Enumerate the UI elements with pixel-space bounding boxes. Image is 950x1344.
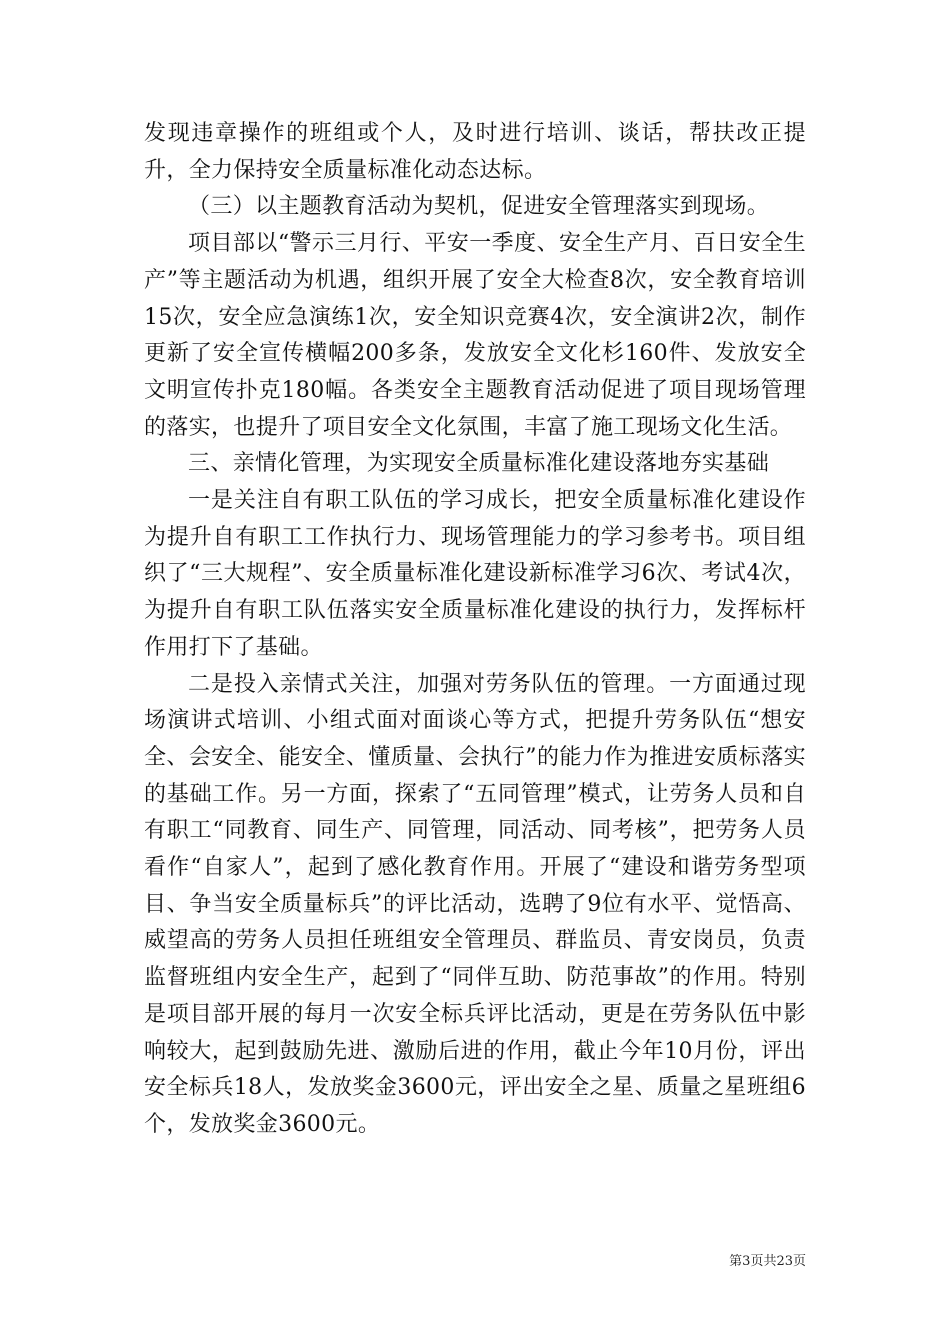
section-heading-3: （三）以主题教育活动为契机，促进安全管理落实到现场。: [188, 194, 770, 220]
paragraph-staff-learning: 一是关注自有职工队伍的学习成长，把安全质量标准化建设作为提升自有职工工作执行力、现场管理能力的学习参考书。项目组织了“三大规程”、安全质量标准化建设新标准学习6次、考试4次，为提升自有职工队伍落实安全质量标准化建设的执行力，发挥标杆作用打下了基础。: [144, 488, 806, 660]
paragraph-theme-activities: 项目部以“警示三月行、平安一季度、安全生产月、百日安全生产”等主题活动为机遇，组织开展了安全大检查8次，安全教育培训15次，安全应急演练1次，安全知识竞赛4次，安全演讲2次，制作更新了安全宣传横幅200多条，发放安全文化杉160件、发放安全文明宣传扑克180幅。各类安全主题教育活动促进了项目现场管理的落实，也提升了项目安全文化氛围，丰富了施工现场文化生活。: [144, 231, 806, 440]
paragraph-continuation: 发现违章操作的班组或个人，及时进行培训、谈话，帮扶改正提升，全力保持安全质量标准化动态达标。: [144, 121, 806, 183]
section-heading-three: 三、亲情化管理，为实现安全质量标准化建设落地夯实基础: [188, 451, 770, 477]
document-body: [144, 116, 806, 1144]
paragraph-labor-management: 二是投入亲情式关注，加强对劳务队伍的管理。一方面通过现场演讲式培训、小组式面对面谈心等方式，把提升劳务队伍“想安全、会安全、能安全、懂质量、会执行”的能力作为推进安质标落实的基础工作。另一方面，探索了“五同管理”模式，让劳务人员和自有职工“同教育、同生产、同管理，同活动、同考核”，把劳务人员看作“自家人”，起到了感化教育作用。开展了“建设和谐劳务型项目、争当安全质量标兵”的评比活动，选聘了9位有水平、觉悟高、威望高的劳务人员担任班组安全管理员、群监员、青安岗员，负责监督班组内安全生产，起到了“同伴互助、防范事故”的作用。特别是项目部开展的每月一次安全标兵评比活动，更是在劳务队伍中影响较大，起到鼓励先进、激励后进的作用，截止今年10月份，评出安全标兵18人，发放奖金3600元，评出安全之星、质量之星班组6个，发放奖金3600元。: [144, 671, 806, 1137]
page-number: 第3页共23页: [729, 1254, 806, 1269]
